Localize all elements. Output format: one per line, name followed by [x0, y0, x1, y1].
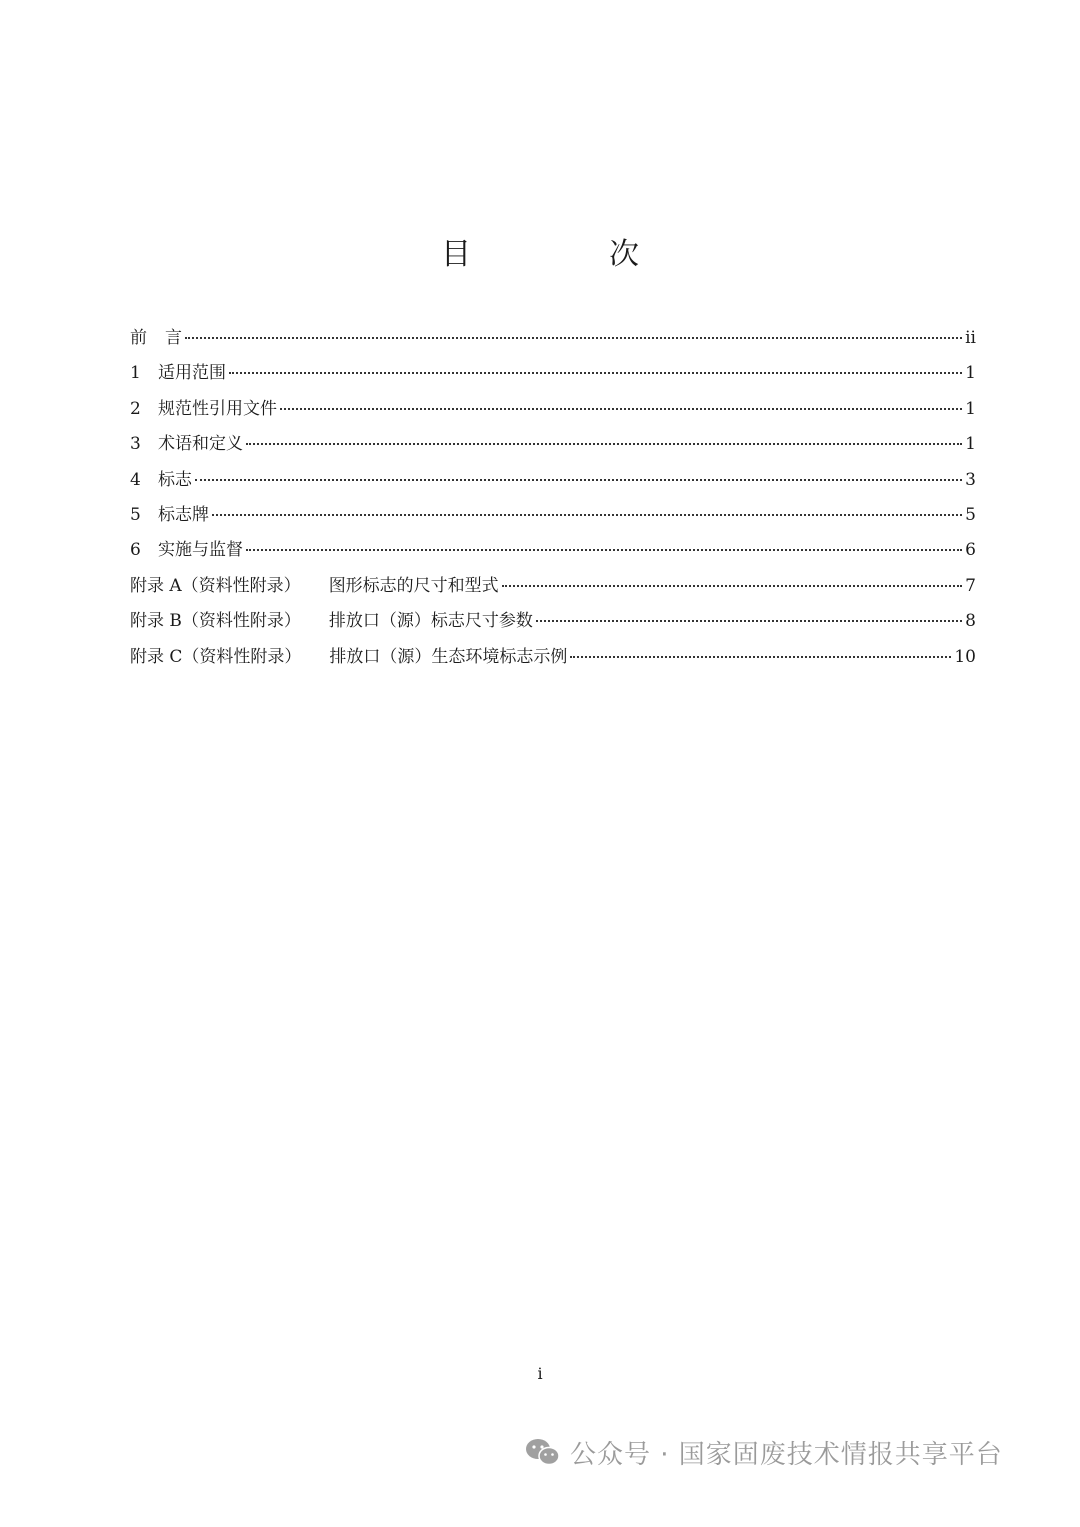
toc-entry-appendix-c[interactable]	[130, 640, 976, 675]
toc-entry-page: 6	[965, 540, 976, 561]
toc-entry-number: 5	[130, 504, 141, 525]
toc-leader-dots	[246, 548, 962, 551]
toc-entry-terms-definitions[interactable]	[130, 427, 976, 462]
toc-entry-label: 实施与监督	[158, 540, 243, 561]
toc-entry-page: 8	[965, 611, 976, 632]
toc-entry-label: 适用范围	[158, 363, 226, 384]
toc-leader-dots	[280, 407, 962, 410]
toc-appendix-number: 附录 A（资料性附录）	[130, 575, 301, 596]
watermark	[524, 1432, 1003, 1472]
wechat-icon	[524, 1437, 560, 1467]
toc-leader-dots	[246, 442, 962, 445]
toc-entry-page: 1	[965, 398, 976, 419]
toc-entry-label: 前言	[130, 328, 182, 348]
toc-entry-appendix-b[interactable]	[130, 604, 976, 639]
toc-entry-page: 1	[965, 363, 976, 384]
toc-entry-scope[interactable]	[130, 356, 976, 391]
toc-entry-page: ii	[965, 328, 976, 348]
toc-leader-dots	[185, 336, 962, 339]
toc-appendix-number: 附录 C（资料性附录）	[130, 646, 302, 667]
toc-entry-page: 10	[954, 646, 976, 667]
toc-entry-number: 3	[130, 434, 141, 455]
toc-leader-dots	[229, 371, 962, 374]
toc-leader-dots	[195, 478, 962, 481]
toc-entry-foreword[interactable]	[130, 321, 976, 356]
toc-entry-label: 标志	[158, 469, 192, 490]
toc-entry-page: 7	[965, 575, 976, 596]
toc-entry-label: 术语和定义	[158, 434, 243, 455]
toc-entry-page: 5	[965, 504, 976, 525]
toc-entry-implementation[interactable]	[130, 533, 976, 568]
watermark-text: 公众号 · 国家固废技术情报共享平台	[570, 1439, 1003, 1470]
toc-leader-dots	[212, 513, 962, 516]
toc-leader-dots	[536, 619, 962, 622]
toc-entry-number: 6	[130, 540, 141, 561]
toc-entry-signs[interactable]	[130, 463, 976, 498]
toc-appendix-number: 附录 B（资料性附录）	[130, 611, 301, 632]
toc-entry-number: 1	[130, 363, 141, 384]
toc-entry-appendix-a[interactable]	[130, 569, 976, 604]
toc-entry-page: 1	[965, 434, 976, 455]
toc-entry-number: 4	[130, 469, 141, 490]
toc-entry-label: 排放口（源）生态环境标志示例	[329, 646, 568, 667]
toc-entry-signboards[interactable]	[130, 498, 976, 533]
toc-leader-dots	[570, 655, 951, 658]
toc-entry-label: 标志牌	[158, 504, 209, 525]
toc-leader-dots	[502, 584, 962, 587]
page-number: i	[537, 1364, 543, 1383]
toc-entry-normative-references[interactable]	[130, 392, 976, 427]
toc-entry-label: 图形标志的尺寸和型式	[328, 575, 499, 596]
toc-entry-label: 排放口（源）标志尺寸参数	[328, 611, 533, 632]
toc-entry-page: 3	[965, 469, 976, 490]
toc-entry-number: 2	[130, 398, 141, 419]
table-of-contents	[130, 321, 976, 675]
page-title: 目 次	[441, 237, 693, 272]
toc-entry-label: 规范性引用文件	[158, 398, 277, 419]
